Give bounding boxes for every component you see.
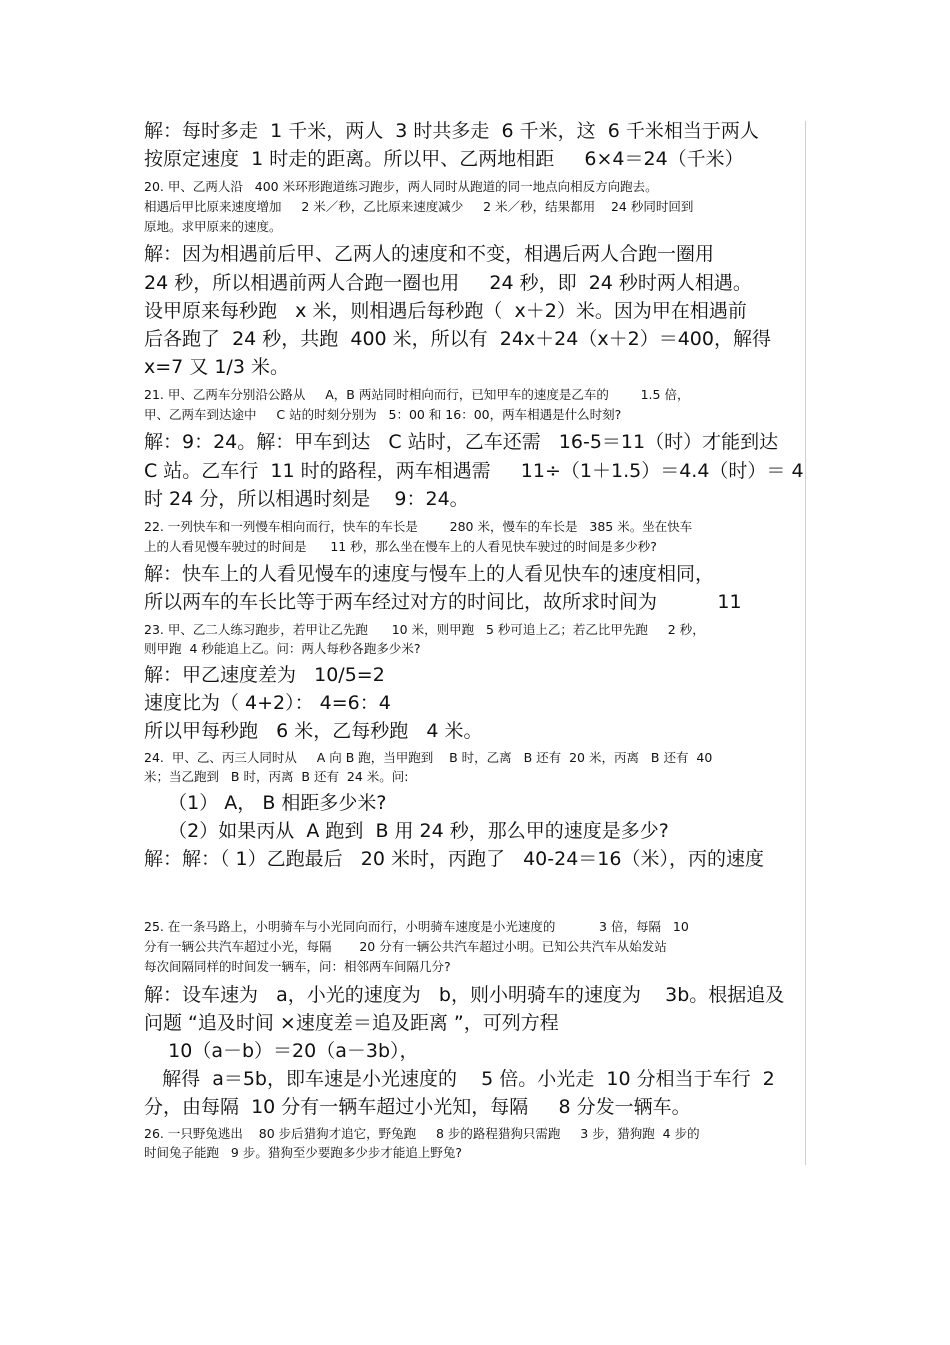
text-line: 22. 一列快车和一列慢车相向而行，快车的车长是 280 米，慢车的车长是 385 米。坐在快车 (144, 519, 693, 534)
right-margin-line (805, 121, 806, 1165)
text-line: 23. 甲、乙二人练习跑步，若甲让乙先跑 10 米，则甲跑 5 秒可追上乙；若乙比甲先跑 2 秒， (144, 622, 705, 637)
text-line: 每次间隔同样的时间发一辆车，问：相邻两车间隔几分? (144, 959, 451, 974)
text-line: 26. 一只野兔逃出 80 步后猎狗才追它，野兔跑 8 步的路程猎狗只需跑 3 步，猎狗跑 4 步的 (144, 1126, 700, 1141)
text-line: 后各跑了 24 秒，共跑 400 米，所以有 24x＋24（x＋2）＝400，解得 (144, 328, 771, 350)
text-line: 解：解：（ 1）乙跑最后 20 米时，丙跑了 40-24＝16（米），丙的速度 (144, 848, 764, 870)
text-line: 24. 甲、乙、丙三人同时从 A 向 B 跑，当甲跑到 B 时，乙离 B 还有 20 米，丙离 B 还有 40 (144, 750, 713, 765)
text-line: 相遇后甲比原来速度增加 2 米／秒，乙比原来速度减少 2 米／秒，结果都用 24 秒同时回到 (144, 199, 694, 214)
text-line: 10（a－b）＝20（a－3b）， (144, 1040, 419, 1062)
text-line: 解：因为相遇前后甲、乙两人的速度和不变，相遇后两人合跑一圈用 (144, 243, 715, 265)
text-line: 则甲跑 4 秒能追上乙。问：两人每秒各跑多少米? (144, 641, 421, 656)
text-line: 解：设车速为 a，小光的速度为 b，则小明骑车的速度为 3b。根据追及 (144, 984, 785, 1006)
text-line: 所以两车的车长比等于两车经过对方的时间比，故所求时间为 11 (144, 591, 742, 613)
text-line: C 站。乙车行 11 时的路程，两车相遇需 11÷（1＋1.5）＝4.4（时）＝ 4 (144, 460, 804, 482)
text-line: 20. 甲、乙两人沿 400 米环形跑道练习跑步，两人同时从跑道的同一地点向相反方向跑去。 (144, 179, 658, 194)
text-line: 甲、乙两车到达途中 C 站的时刻分别为 5：00 和 16：00，两车相遇是什么时刻? (144, 407, 622, 422)
text-line: 21. 甲、乙两车分别沿公路从 A，B 两站同时相向而行，已知甲车的速度是乙车的 1.5 倍， (144, 387, 690, 402)
text-line: 按原定速度 1 时走的距离。所以甲、乙两地相距 6×4＝24（千米） (144, 148, 744, 170)
text-line: （1） A， B 相距多少米? (144, 792, 387, 814)
text-line: 解得 a＝5b，即车速是小光速度的 5 倍。小光走 10 分相当于车行 2 (144, 1068, 775, 1090)
text-line: 解：每时多走 1 千米，两人 3 时共多走 6 千米，这 6 千米相当于两人 (144, 120, 759, 142)
text-line: 米；当乙跑到 B 时，丙离 B 还有 24 米。问: (144, 769, 409, 784)
text-line: 所以甲每秒跑 6 米，乙每秒跑 4 米。 (144, 720, 483, 742)
text-line: 24 秒，所以相遇前两人合跑一圈也用 24 秒，即 24 秒时两人相遇。 (144, 272, 752, 294)
text-line: 原地。求甲原来的速度。 (144, 219, 282, 234)
text-line: 设甲原来每秒跑 x 米，则相遇后每秒跑（ x＋2）米。因为甲在相遇前 (144, 300, 747, 322)
text-line: 问题 “追及时间 ×速度差＝追及距离 ”，可列方程 (144, 1012, 559, 1034)
text-line: 分，由每隔 10 分有一辆车超过小光知，每隔 8 分发一辆车。 (144, 1096, 691, 1118)
text-line: 时间兔子能跑 9 步。猎狗至少要跑多少步才能追上野兔? (144, 1145, 462, 1160)
text-line: 解：快车上的人看见慢车的速度与慢车上的人看见快车的速度相同， (144, 563, 715, 585)
text-line: 时 24 分，所以相遇时刻是 9：24。 (144, 488, 469, 510)
text-line: 25. 在一条马路上，小明骑车与小光同向而行，小明骑车速度是小光速度的 3 倍，每隔 10 (144, 919, 689, 934)
text-line: 分有一辆公共汽车超过小光，每隔 20 分有一辆公共汽车超过小明。已知公共汽车从始发站 (144, 939, 667, 954)
text-line: 解：甲乙速度差为 10/5=2 (144, 664, 385, 686)
text-line: （2）如果丙从 A 跑到 B 用 24 秒，那么甲的速度是多少? (144, 820, 669, 842)
text-line: x=7 又 1/3 米。 (144, 356, 289, 378)
text-line: 速度比为（ 4+2）： 4=6：4 (144, 692, 391, 714)
text-line: 上的人看见慢车驶过的时间是 11 秒，那么坐在慢车上的人看见快车驶过的时间是多少秒? (144, 539, 657, 554)
text-line: 解：9：24。解：甲车到达 C 站时，乙车还需 16-5＝11（时）才能到达 (144, 431, 779, 453)
